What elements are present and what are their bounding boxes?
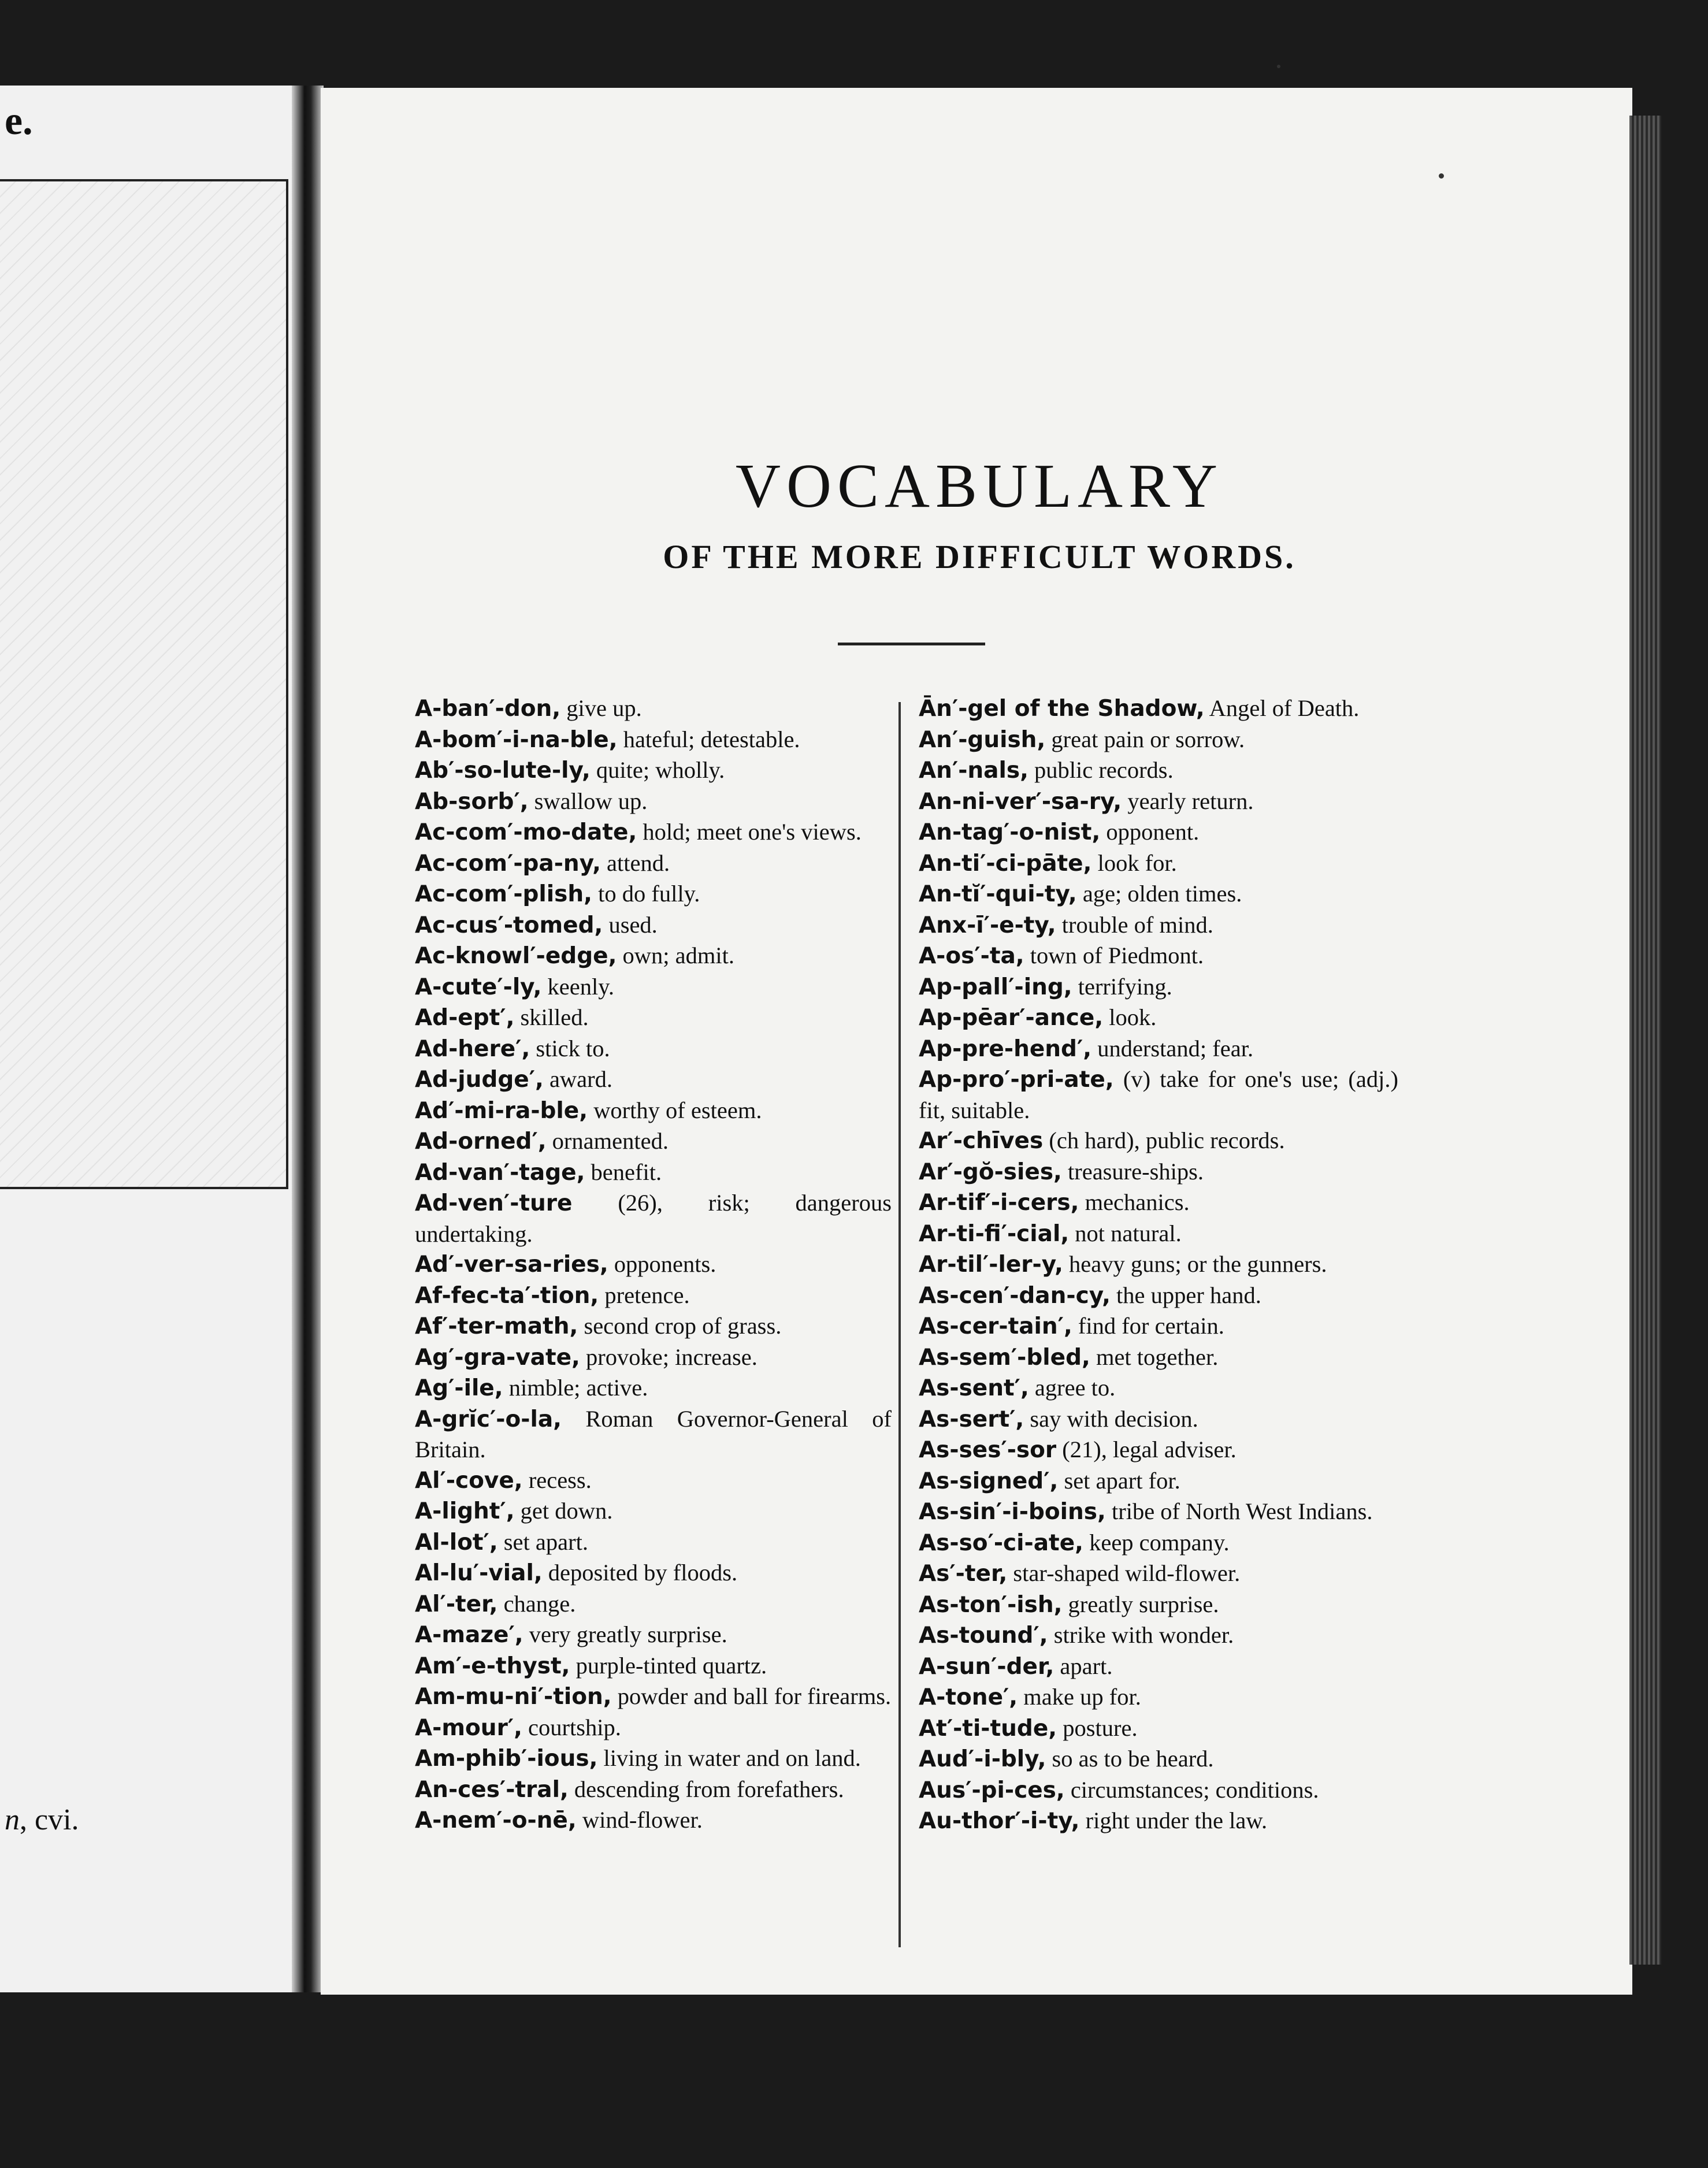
vocabulary-entry bbox=[415, 1527, 892, 1558]
definition: descending from forefathers. bbox=[574, 1776, 844, 1802]
headword: Ab-sorb′, bbox=[415, 788, 529, 815]
definition: trouble of mind. bbox=[1061, 911, 1213, 938]
definition: met together. bbox=[1096, 1343, 1219, 1370]
headword: Ap-pre-hend′, bbox=[919, 1035, 1092, 1062]
vocabulary-entry bbox=[919, 1806, 1398, 1837]
vocabulary-column-right bbox=[919, 693, 1398, 1837]
definition: second crop of grass. bbox=[584, 1313, 782, 1339]
definition: (21), legal adviser. bbox=[1062, 1436, 1237, 1462]
vocabulary-entry bbox=[415, 1003, 892, 1034]
headword: Ar′-gŏ-sies, bbox=[919, 1159, 1062, 1185]
page-title: VOCABULARY bbox=[735, 452, 1224, 521]
definition: benefit. bbox=[591, 1159, 662, 1185]
definition: (ch hard), public records. bbox=[1049, 1127, 1285, 1153]
definition: yearly return. bbox=[1127, 788, 1254, 814]
definition: not natural. bbox=[1075, 1220, 1182, 1246]
vocabulary-entry bbox=[919, 941, 1398, 972]
vocabulary-entry bbox=[919, 1404, 1398, 1435]
definition: swallow up. bbox=[534, 788, 648, 814]
vocabulary-entry bbox=[415, 786, 892, 818]
headword: Ad-orned′, bbox=[415, 1128, 547, 1154]
vocabulary-entry bbox=[415, 1157, 892, 1189]
headword: An-ti′-ci-pāte, bbox=[919, 850, 1092, 877]
title-rule bbox=[838, 643, 985, 645]
vocabulary-entry bbox=[415, 1681, 892, 1713]
headword: Al′-cove, bbox=[415, 1467, 523, 1494]
vocabulary-entry bbox=[415, 910, 892, 941]
headword: Ac-com′-pa-ny, bbox=[415, 850, 601, 877]
headword: A-maze′, bbox=[415, 1622, 523, 1648]
column-divider bbox=[898, 702, 901, 1947]
definition: look for. bbox=[1097, 849, 1177, 876]
headword: As-so′-ci-ate, bbox=[919, 1530, 1083, 1556]
vocabulary-entry bbox=[415, 1620, 892, 1651]
headword: Ar′-chīves bbox=[919, 1128, 1044, 1154]
vocabulary-entry bbox=[415, 1188, 892, 1249]
vocabulary-entry bbox=[919, 1682, 1398, 1713]
vocabulary-entry bbox=[415, 1465, 892, 1497]
definition: keenly. bbox=[547, 973, 614, 1000]
definition: strike with wonder. bbox=[1053, 1622, 1234, 1648]
headword: As′-ter, bbox=[919, 1561, 1008, 1587]
definition: own; admit. bbox=[622, 942, 735, 968]
definition: heavy guns; or the gunners. bbox=[1069, 1251, 1327, 1277]
headword: Aus′-pi-ces, bbox=[919, 1777, 1065, 1803]
definition: so as to be heard. bbox=[1052, 1746, 1214, 1772]
headword: Ag′-ile, bbox=[415, 1375, 503, 1401]
definition: (26), risk; dangerous undertaking. bbox=[415, 1190, 892, 1247]
headword: At′-ti-tude, bbox=[919, 1715, 1057, 1742]
headword: A-cute′-ly, bbox=[415, 974, 542, 1000]
vocabulary-entry bbox=[415, 941, 892, 972]
headword: Ad-here′, bbox=[415, 1035, 530, 1062]
headword: Ac-knowl′-edge, bbox=[415, 943, 617, 969]
vocabulary-entry bbox=[919, 1590, 1398, 1621]
headword: Ap-pēar′-ance, bbox=[919, 1005, 1104, 1031]
vocabulary-entry bbox=[919, 1126, 1398, 1157]
headword: Ad′-mi-ra-ble, bbox=[415, 1097, 588, 1124]
definition: great pain or sorrow. bbox=[1051, 726, 1245, 752]
vocabulary-entry bbox=[919, 817, 1398, 848]
vocabulary-entry bbox=[919, 1651, 1398, 1683]
definition: deposited by floods. bbox=[548, 1560, 738, 1586]
definition: change. bbox=[503, 1590, 576, 1617]
vocabulary-entry bbox=[919, 1187, 1398, 1219]
headword: A-bom′-i-na-ble, bbox=[415, 726, 618, 753]
definition: very greatly surprise. bbox=[529, 1621, 727, 1647]
vocabulary-entry bbox=[919, 1311, 1398, 1342]
definition: circumstances; conditions. bbox=[1070, 1776, 1319, 1803]
headword: As-ses′-sor bbox=[919, 1437, 1057, 1463]
vocabulary-entry bbox=[415, 1558, 892, 1589]
headword: Ad-ven′-ture bbox=[415, 1190, 573, 1216]
headword: A-os′-ta, bbox=[919, 943, 1024, 969]
definition: pretence. bbox=[604, 1282, 690, 1308]
headword: Am-mu-ni′-tion, bbox=[415, 1684, 612, 1710]
definition: quite; wholly. bbox=[596, 757, 725, 783]
vocabulary-entry bbox=[919, 1342, 1398, 1373]
definition: worthy of esteem. bbox=[593, 1097, 762, 1123]
definition: wind-flower. bbox=[582, 1807, 703, 1833]
definition: powder and ball for firearms. bbox=[617, 1683, 892, 1709]
vocabulary-entry bbox=[415, 1280, 892, 1312]
vocabulary-entry bbox=[415, 1034, 892, 1065]
vocabulary-entry bbox=[919, 1373, 1398, 1404]
definition: recess. bbox=[528, 1467, 592, 1493]
definition: look. bbox=[1109, 1004, 1157, 1030]
definition: award. bbox=[549, 1066, 612, 1092]
headword: Ap-pro′-pri-ate, bbox=[919, 1067, 1114, 1093]
headword: A-light′, bbox=[415, 1498, 515, 1524]
vocabulary-entry bbox=[415, 972, 892, 1003]
headword: Ad-ept′, bbox=[415, 1005, 515, 1031]
vocabulary-entry bbox=[415, 1096, 892, 1127]
headword: Ap-pall′-ing, bbox=[919, 974, 1072, 1000]
definition: Angel of Death. bbox=[1209, 695, 1360, 721]
headword: Ar-tif′-i-cers, bbox=[919, 1190, 1079, 1216]
headword: As-sem′-bled, bbox=[919, 1344, 1090, 1371]
headword: Aud′-i-bly, bbox=[919, 1746, 1046, 1772]
headword: As-cen′-dan-cy, bbox=[919, 1282, 1111, 1309]
page-edge-stack bbox=[1629, 116, 1661, 1965]
headword: As-sert′, bbox=[919, 1406, 1024, 1432]
vocabulary-entry bbox=[415, 1342, 892, 1373]
definition: to do fully. bbox=[598, 881, 700, 907]
vocabulary-entry bbox=[415, 1775, 892, 1806]
definition: attend. bbox=[607, 849, 670, 876]
headword: Ān′-gel of the Shadow, bbox=[919, 696, 1205, 722]
definition: town of Piedmont. bbox=[1030, 942, 1204, 968]
headword: Ar-til′-ler-y, bbox=[919, 1252, 1063, 1278]
vocabulary-entry bbox=[415, 1249, 892, 1280]
page-subtitle: OF THE MORE DIFFICULT WORDS. bbox=[663, 538, 1296, 576]
ink-speck bbox=[1277, 65, 1280, 68]
definition: courtship. bbox=[528, 1714, 621, 1740]
vocabulary-entry bbox=[919, 786, 1398, 818]
headword: As-tound′, bbox=[919, 1623, 1048, 1649]
headword: A-tone′, bbox=[919, 1684, 1018, 1710]
ink-speck bbox=[1439, 173, 1444, 179]
headword: An-ces′-tral, bbox=[415, 1776, 569, 1803]
vocabulary-entry bbox=[919, 1249, 1398, 1280]
headword: Ac-cus′-tomed, bbox=[415, 912, 603, 938]
headword: Af-fec-ta′-tion, bbox=[415, 1282, 599, 1309]
vocabulary-entry bbox=[415, 1126, 892, 1157]
definition: agree to. bbox=[1034, 1375, 1116, 1401]
vocabulary-entry bbox=[415, 1743, 892, 1775]
vocabulary-entry bbox=[919, 1219, 1398, 1250]
vocabulary-entry bbox=[415, 725, 892, 756]
headword: Ad-van′-tage, bbox=[415, 1159, 585, 1186]
vocabulary-entry bbox=[919, 693, 1398, 725]
vocabulary-entry bbox=[919, 972, 1398, 1003]
vocabulary-entry bbox=[415, 1496, 892, 1527]
definition: hateful; detestable. bbox=[623, 726, 800, 752]
definition: greatly surprise. bbox=[1068, 1591, 1219, 1617]
vocabulary-entry bbox=[919, 879, 1398, 910]
definition: nimble; active. bbox=[508, 1375, 648, 1401]
definition: make up for. bbox=[1023, 1684, 1141, 1710]
vocabulary-entry bbox=[919, 910, 1398, 941]
vocabulary-entry bbox=[415, 1311, 892, 1342]
definition: purple-tinted quartz. bbox=[575, 1652, 767, 1679]
definition: Roman Governor-General of Britain. bbox=[415, 1405, 892, 1462]
headword: An-ni-ver′-sa-ry, bbox=[919, 788, 1122, 815]
facing-page-mark: e. bbox=[5, 99, 33, 143]
facing-page-reference-text: , cvi. bbox=[20, 1803, 79, 1836]
vocabulary-entry bbox=[415, 1805, 892, 1836]
definition: give up. bbox=[566, 695, 642, 721]
headword: A-sun′-der, bbox=[919, 1653, 1054, 1680]
vocabulary-entry bbox=[919, 1034, 1398, 1065]
definition: treasure-ships. bbox=[1067, 1158, 1204, 1185]
definition: stick to. bbox=[536, 1035, 610, 1061]
definition: say with decision. bbox=[1030, 1405, 1198, 1432]
definition: set apart for. bbox=[1064, 1467, 1180, 1494]
definition: posture. bbox=[1063, 1714, 1138, 1741]
definition: opponents. bbox=[614, 1251, 716, 1277]
vocabulary-entry bbox=[415, 693, 892, 725]
vocabulary-entry bbox=[919, 1157, 1398, 1188]
headword: Ad′-ver-sa-ries, bbox=[415, 1252, 608, 1278]
definition: keep company. bbox=[1089, 1529, 1230, 1556]
headword: As-ton′-ish, bbox=[919, 1591, 1063, 1618]
vocabulary-entry bbox=[415, 1373, 892, 1404]
headword: Ab′-so-lute-ly, bbox=[415, 758, 591, 784]
definition: tribe of North West Indians. bbox=[1111, 1498, 1373, 1524]
definition: apart. bbox=[1060, 1653, 1113, 1679]
vocabulary-entry bbox=[919, 1528, 1398, 1559]
vocabulary-entry bbox=[919, 755, 1398, 786]
definition: ornamented. bbox=[552, 1128, 669, 1154]
vocabulary-entry bbox=[919, 1775, 1398, 1806]
headword: As-sin′-i-boins, bbox=[919, 1499, 1106, 1525]
headword: Ac-com′-plish, bbox=[415, 881, 592, 907]
headword: Am′-e-thyst, bbox=[415, 1653, 570, 1679]
vocabulary-entry bbox=[919, 1744, 1398, 1775]
vocabulary-entry bbox=[415, 848, 892, 879]
headword: Ag′-gra-vate, bbox=[415, 1344, 580, 1371]
vocabulary-entry bbox=[919, 1064, 1398, 1126]
headword: A-grĭc′-o-la, bbox=[415, 1406, 562, 1432]
vocabulary-entry bbox=[919, 1620, 1398, 1651]
definition: understand; fear. bbox=[1097, 1035, 1254, 1061]
vocabulary-entry bbox=[919, 1497, 1398, 1528]
vocabulary-entry bbox=[415, 1713, 892, 1744]
headword: Ac-com′-mo-date, bbox=[415, 819, 637, 845]
headword: An-tĭ′-qui-ty, bbox=[919, 881, 1077, 907]
illustration-frame bbox=[0, 179, 288, 1189]
vocabulary-entry bbox=[919, 1466, 1398, 1497]
headword: Ar-ti-fi′-cial, bbox=[919, 1220, 1070, 1247]
headword: An′-guish, bbox=[919, 726, 1046, 753]
definition: terrifying. bbox=[1078, 973, 1172, 1000]
vocabulary-entry bbox=[919, 1435, 1398, 1466]
vocabulary-entry bbox=[415, 1589, 892, 1620]
vocabulary-entry bbox=[919, 1280, 1398, 1312]
headword: Anx-ī′-e-ty, bbox=[919, 912, 1056, 938]
headword: Al-lu′-vial, bbox=[415, 1560, 543, 1586]
headword: A-ban′-don, bbox=[415, 696, 561, 722]
definition: hold; meet one's views. bbox=[643, 819, 862, 845]
definition: set apart. bbox=[503, 1528, 588, 1555]
vocabulary-column-left bbox=[415, 693, 892, 1836]
headword: A-mour′, bbox=[415, 1714, 522, 1741]
facing-page-reference-italic: n bbox=[5, 1803, 20, 1836]
definition: used. bbox=[608, 911, 658, 938]
headword: As-signed′, bbox=[919, 1468, 1059, 1494]
vocabulary-entry bbox=[415, 817, 892, 848]
definition: public records. bbox=[1034, 757, 1174, 783]
vocabulary-entry bbox=[919, 1558, 1398, 1590]
definition: mechanics. bbox=[1085, 1189, 1190, 1215]
headword: Af′-ter-math, bbox=[415, 1313, 578, 1339]
definition: opponent. bbox=[1106, 819, 1200, 845]
definition: get down. bbox=[520, 1498, 613, 1524]
headword: As-cer-tain′, bbox=[919, 1313, 1072, 1339]
vocabulary-entry bbox=[415, 879, 892, 910]
headword: Au-thor′-i-ty, bbox=[919, 1808, 1080, 1834]
definition: star-shaped wild-flower. bbox=[1013, 1560, 1241, 1586]
headword: A-nem′-o-nē, bbox=[415, 1807, 577, 1833]
definition: living in water and on land. bbox=[603, 1745, 861, 1771]
vocabulary-entry bbox=[919, 725, 1398, 756]
headword: As-sent′, bbox=[919, 1375, 1029, 1401]
headword: Al′-ter, bbox=[415, 1591, 498, 1617]
definition: skilled. bbox=[520, 1004, 589, 1030]
definition: right under the law. bbox=[1085, 1807, 1268, 1833]
headword: Ad-judge′, bbox=[415, 1067, 544, 1093]
definition: the upper hand. bbox=[1116, 1282, 1261, 1308]
definition: provoke; increase. bbox=[586, 1343, 758, 1370]
book-gutter bbox=[292, 86, 324, 1992]
headword: An′-nals, bbox=[919, 758, 1028, 784]
definition: age; olden times. bbox=[1082, 881, 1242, 907]
vocabulary-entry bbox=[415, 1064, 892, 1096]
vocabulary-entry bbox=[919, 848, 1398, 879]
definition: (v) take for one's use; (adj.) fit, suitable. bbox=[919, 1066, 1398, 1123]
vocabulary-entry bbox=[919, 1713, 1398, 1744]
headword: An-tag′-o-nist, bbox=[919, 819, 1101, 845]
definition: find for certain. bbox=[1078, 1313, 1224, 1339]
headword: Am-phib′-ious, bbox=[415, 1746, 598, 1772]
vocabulary-entry bbox=[415, 755, 892, 786]
vocabulary-entry bbox=[919, 1003, 1398, 1034]
vocabulary-entry bbox=[415, 1404, 892, 1465]
headword: Al-lot′, bbox=[415, 1529, 498, 1556]
vocabulary-entry bbox=[415, 1651, 892, 1682]
facing-page-reference bbox=[5, 1803, 79, 1837]
